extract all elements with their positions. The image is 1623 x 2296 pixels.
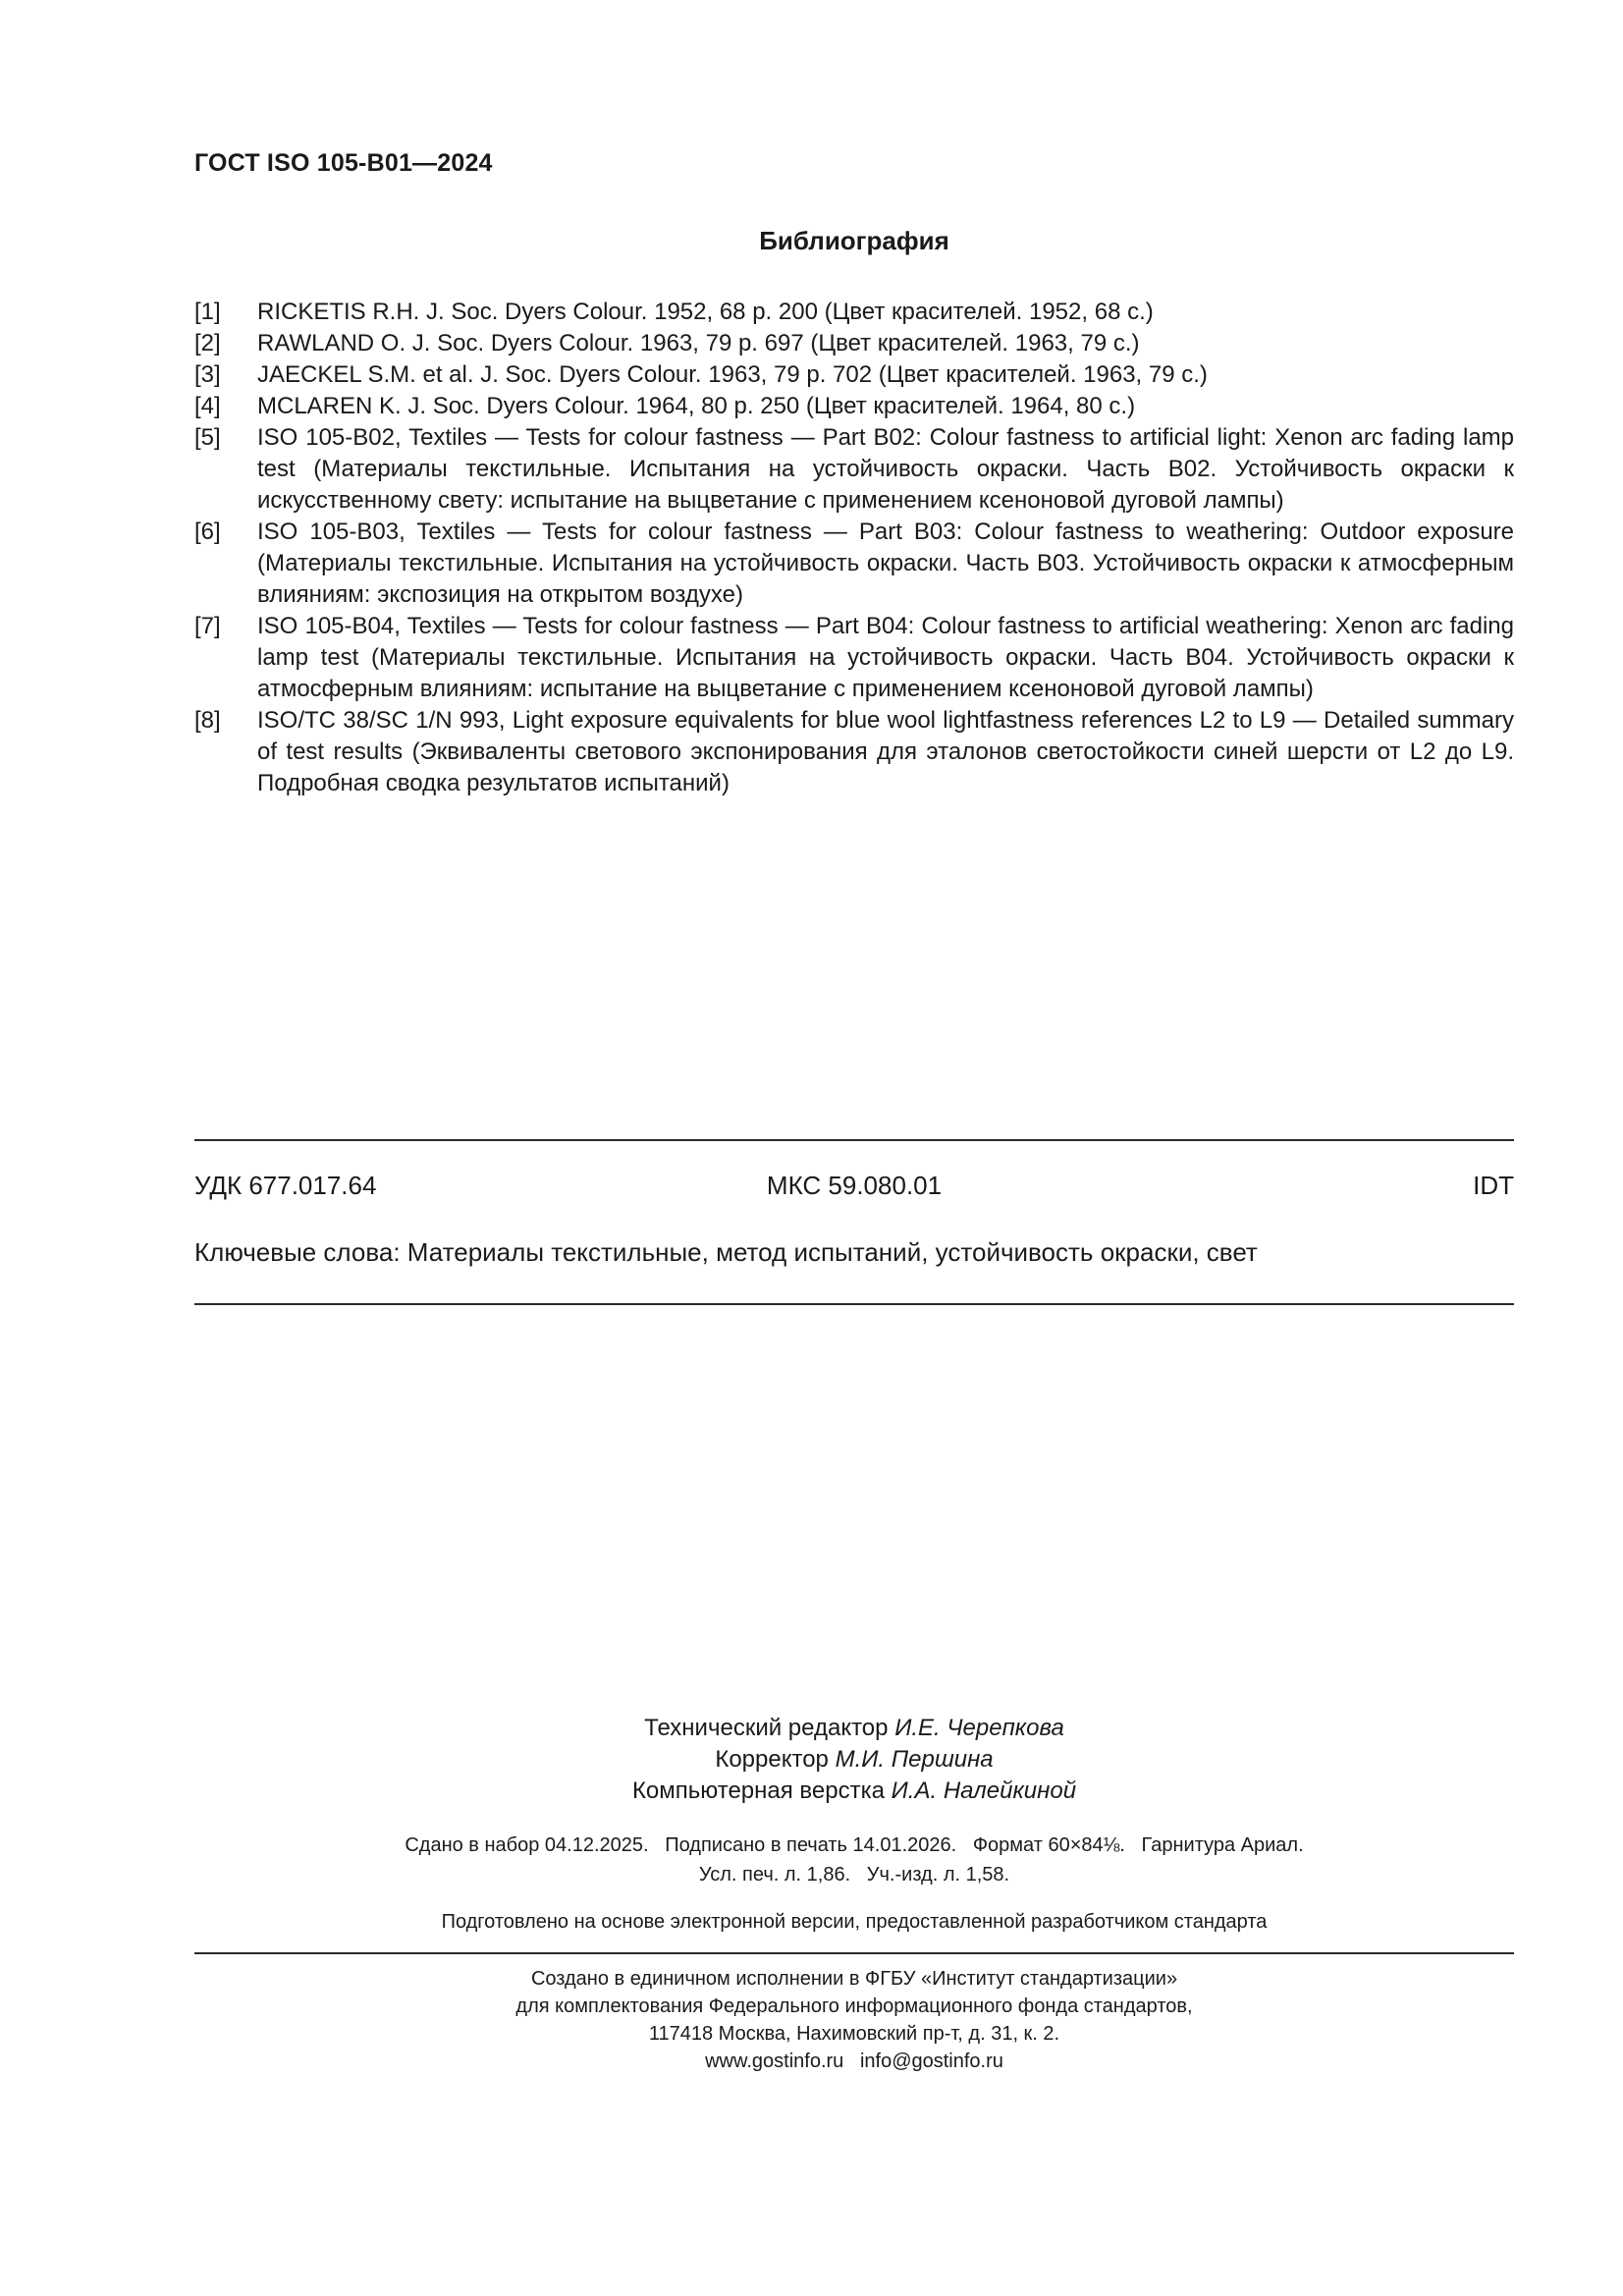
bibliography-entry — [194, 297, 1514, 328]
entry-number: [6] — [194, 519, 221, 545]
bibliography-entry — [194, 422, 1514, 517]
corrector-label: Корректор — [715, 1746, 829, 1773]
mks-code: МКС 59.080.01 — [766, 1171, 943, 1200]
entry-number: [1] — [194, 299, 221, 325]
prepared-note: Подготовлено на основе электронной версии, предоставленной разработчиком стандарта — [441, 1911, 1268, 1933]
entry-text: ISO/TC 38/SC 1/N 993, Light exposure equivalents for blue wool lightfastness references L2 to L9 — Detailed summary of test results (Эквиваленты светового экспонирования для эталонов светостойкости синей шерсти от L2 до L9. Подробная сводка результатов испытаний) — [257, 707, 1514, 796]
entry-text: ISO 105-B02, Textiles — Tests for colour fastness — Part B02: Colour fastness to artificial light: Xenon arc fading lamp test (Материалы текстильные. Испытания на устойчивость окраски. Часть B02. Устойчивость окраски к искусственному свету: испытание на выцветание с применением ксеноновой дуговой лампы) — [257, 424, 1514, 514]
bibliography-entry — [194, 328, 1514, 359]
publisher-line1: Создано в единичном исполнении в ФГБУ «Институт стандартизации» — [530, 1968, 1178, 1990]
divider-bottom — [194, 1952, 1514, 1954]
idt-label: IDT — [1473, 1171, 1514, 1200]
tech-editor-label: Технический редактор — [644, 1715, 889, 1741]
publisher-info — [194, 1965, 1514, 2075]
divider-top — [194, 1139, 1514, 1141]
publisher-line3: 117418 Москва, Нахимовский пр-т, д. 31, к. 2. — [648, 2023, 1060, 2045]
layout-line — [194, 1776, 1514, 1807]
print-info-line2: Усл. печ. л. 1,86. Уч.-изд. л. 1,58. — [698, 1864, 1010, 1886]
tech-editor-name: И.Е. Черепкова — [894, 1715, 1064, 1741]
print-info — [194, 1831, 1514, 1889]
entry-text: RAWLAND O. J. Soc. Dyers Colour. 1963, 79 p. 697 (Цвет красителей. 1963, 79 с.) — [257, 330, 1140, 356]
credits-block — [194, 1713, 1514, 1807]
entry-number: [4] — [194, 393, 221, 419]
bibliography-entry — [194, 705, 1514, 799]
publisher-line2: для комплектования Федерального информационного фонда стандартов, — [515, 1995, 1193, 2017]
udk-code: УДК 677.017.64 — [194, 1171, 377, 1200]
bibliography-entry — [194, 517, 1514, 611]
entry-number: [8] — [194, 707, 221, 734]
entry-text: JAECKEL S.M. et al. J. Soc. Dyers Colour. 1963, 79 p. 702 (Цвет красителей. 1963, 79 с.) — [257, 361, 1208, 388]
entry-number: [7] — [194, 613, 221, 639]
entry-text: ISO 105-B04, Textiles — Tests for colour fastness — Part B04: Colour fastness to artificial weathering: Xenon arc fading lamp test (Материалы текстильные. Испытания на устойчивость окраски. Часть B04. Устойчивость окраски к атмосферным влияниям: испытание на выцветание с применением ксеноновой дуговой лампы) — [257, 613, 1514, 702]
entry-number: [3] — [194, 361, 221, 388]
layout-label: Компьютерная верстка — [631, 1777, 885, 1804]
divider-keywords — [194, 1303, 1514, 1305]
bibliography-entry — [194, 391, 1514, 422]
bibliography-list — [194, 297, 1514, 799]
layout-name: И.А. Налейкиной — [891, 1777, 1077, 1804]
bibliography-entry — [194, 359, 1514, 391]
entry-text: RICKETIS R.H. J. Soc. Dyers Colour. 1952, 68 p. 200 (Цвет красителей. 1952, 68 с.) — [257, 299, 1154, 325]
entry-number: [2] — [194, 330, 221, 356]
entry-text: ISO 105-B03, Textiles — Tests for colour fastness — Part B03: Colour fastness to weathering: Outdoor exposure (Материалы текстильные. Испытания на устойчивость окраски. Часть B03. Устойчивость окраски к атмосферным влияниям: экспозиция на открытом воздухе) — [257, 519, 1514, 608]
publisher-contacts: www.gostinfo.ru info@gostinfo.ru — [705, 2050, 1003, 2072]
tech-editor-line — [194, 1713, 1514, 1744]
bibliography-title: Библиография — [759, 226, 949, 255]
print-info-line1: Сдано в набор 04.12.2025. Подписано в печать 14.01.2026. Формат 60×84⅛. Гарнитура Ариал. — [405, 1834, 1304, 1856]
document-code: ГОСТ ISO 105-B01—2024 — [194, 149, 493, 177]
corrector-line — [194, 1744, 1514, 1776]
entry-text: MCLAREN K. J. Soc. Dyers Colour. 1964, 80 p. 250 (Цвет красителей. 1964, 80 с.) — [257, 393, 1136, 419]
entry-number: [5] — [194, 424, 221, 451]
corrector-name: М.И. Першина — [835, 1746, 994, 1773]
bibliography-entry — [194, 611, 1514, 705]
keywords: Ключевые слова: Материалы текстильные, метод испытаний, устойчивость окраски, свет — [194, 1237, 1258, 1267]
